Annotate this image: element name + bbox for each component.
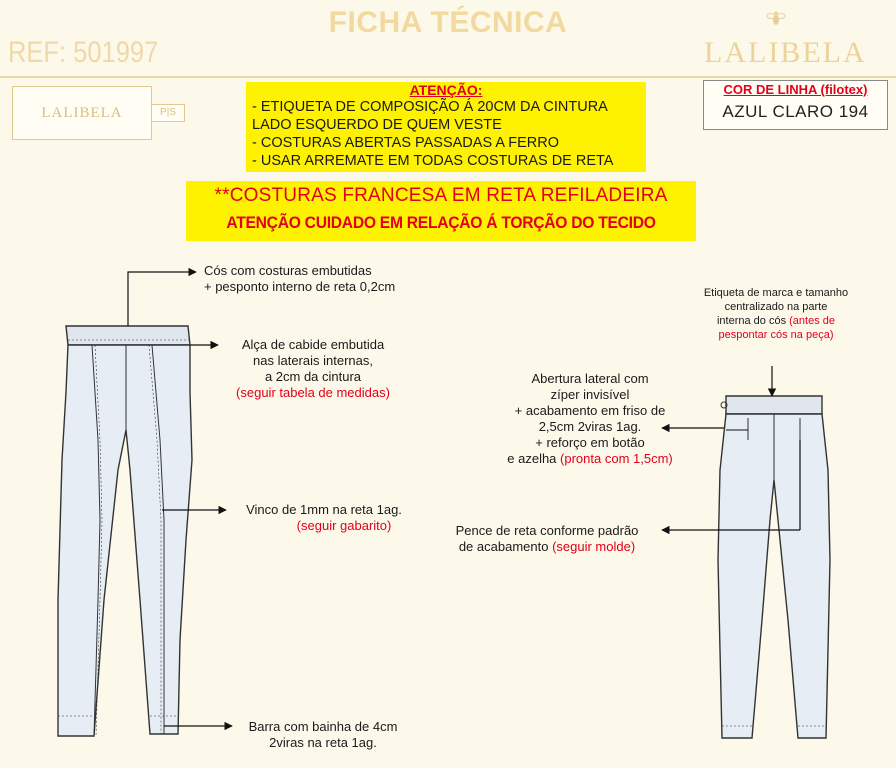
note-line: Barra com bainha de 4cm xyxy=(248,719,398,734)
note-line: nas laterais internas, xyxy=(253,353,373,368)
note-line: + pesponto interno de reta 0,2cm xyxy=(204,279,396,294)
attention-line: LADO ESQUERDO DE QUEM VESTE xyxy=(252,117,502,133)
note-line: zíper invisível xyxy=(550,387,630,402)
attention-line: - ETIQUETA DE COMPOSIÇÃO Á 20CM DA CINTURA xyxy=(252,99,608,115)
front-pants-drawing xyxy=(58,326,192,736)
note-line: 2,5cm 2viras 1ag. xyxy=(538,419,642,434)
dart-note xyxy=(436,523,658,555)
note-line: a 2cm da cintura xyxy=(264,369,362,384)
note-red-line: (seguir tabela de medidas) xyxy=(236,385,390,400)
note-red-line: (seguir molde) xyxy=(552,539,636,554)
brand-logo: LALIBELA xyxy=(704,36,867,69)
waistband-note xyxy=(204,263,395,295)
crease-note xyxy=(226,502,422,534)
note-line: Alça de cabide embutida xyxy=(241,337,385,352)
attention-title: ATENÇÃO: xyxy=(409,82,483,98)
size-label-sample: P|S xyxy=(151,104,185,122)
note-line: 2viras na reta 1ag. xyxy=(269,735,377,750)
thread-color-value: AZUL CLARO 194 xyxy=(722,102,869,121)
back-pants-drawing xyxy=(718,396,830,738)
note-line: Etiqueta de marca e tamanho xyxy=(703,287,849,299)
attention-line: - COSTURAS ABERTAS PASSADAS A FERRO xyxy=(252,135,559,151)
side-opening-note xyxy=(480,371,700,467)
brand-label-text: LALIBELA xyxy=(41,104,123,121)
torsion-warning-line: ATENÇÃO CUIDADO EM RELAÇÃO Á TORÇÃO DO TECIDO xyxy=(226,213,656,232)
note-line: interna do cós xyxy=(716,315,790,327)
note-red-line: (antes de xyxy=(789,315,836,327)
brand-label-note xyxy=(686,286,866,342)
note-red-line: (pronta com 1,5cm) xyxy=(560,451,673,466)
thread-color-title: COR DE LINHA (filotex) xyxy=(723,82,868,97)
note-red-line: (seguir gabarito) xyxy=(296,518,392,533)
seam-warning-line: **COSTURAS FRANCESA EM RETA REFILADEIRA xyxy=(214,185,668,206)
note-line: + reforço em botão xyxy=(535,435,645,450)
note-line: de acabamento xyxy=(458,539,553,554)
note-line: Pence de reta conforme padrão xyxy=(455,523,639,538)
note-line: Cós com costuras embutidas xyxy=(204,263,372,278)
hanger-loop-note xyxy=(218,337,408,401)
page-title: FICHA TÉCNICA xyxy=(328,6,568,39)
note-line: Vinco de 1mm na reta 1ag. xyxy=(246,502,402,517)
note-red-line: pespontar cós na peça) xyxy=(718,329,834,341)
attention-line: - USAR ARREMATE EM TODAS COSTURAS DE RETA xyxy=(252,153,614,169)
note-line: e azelha xyxy=(507,451,561,466)
waistband-arrow xyxy=(128,272,196,326)
note-line: centralizado na parte xyxy=(724,301,828,313)
note-line: + acabamento em friso de xyxy=(514,403,666,418)
note-line: Abertura lateral com xyxy=(531,371,649,386)
hem-note xyxy=(230,719,416,751)
reference-code: REF: 501997 xyxy=(8,36,159,69)
